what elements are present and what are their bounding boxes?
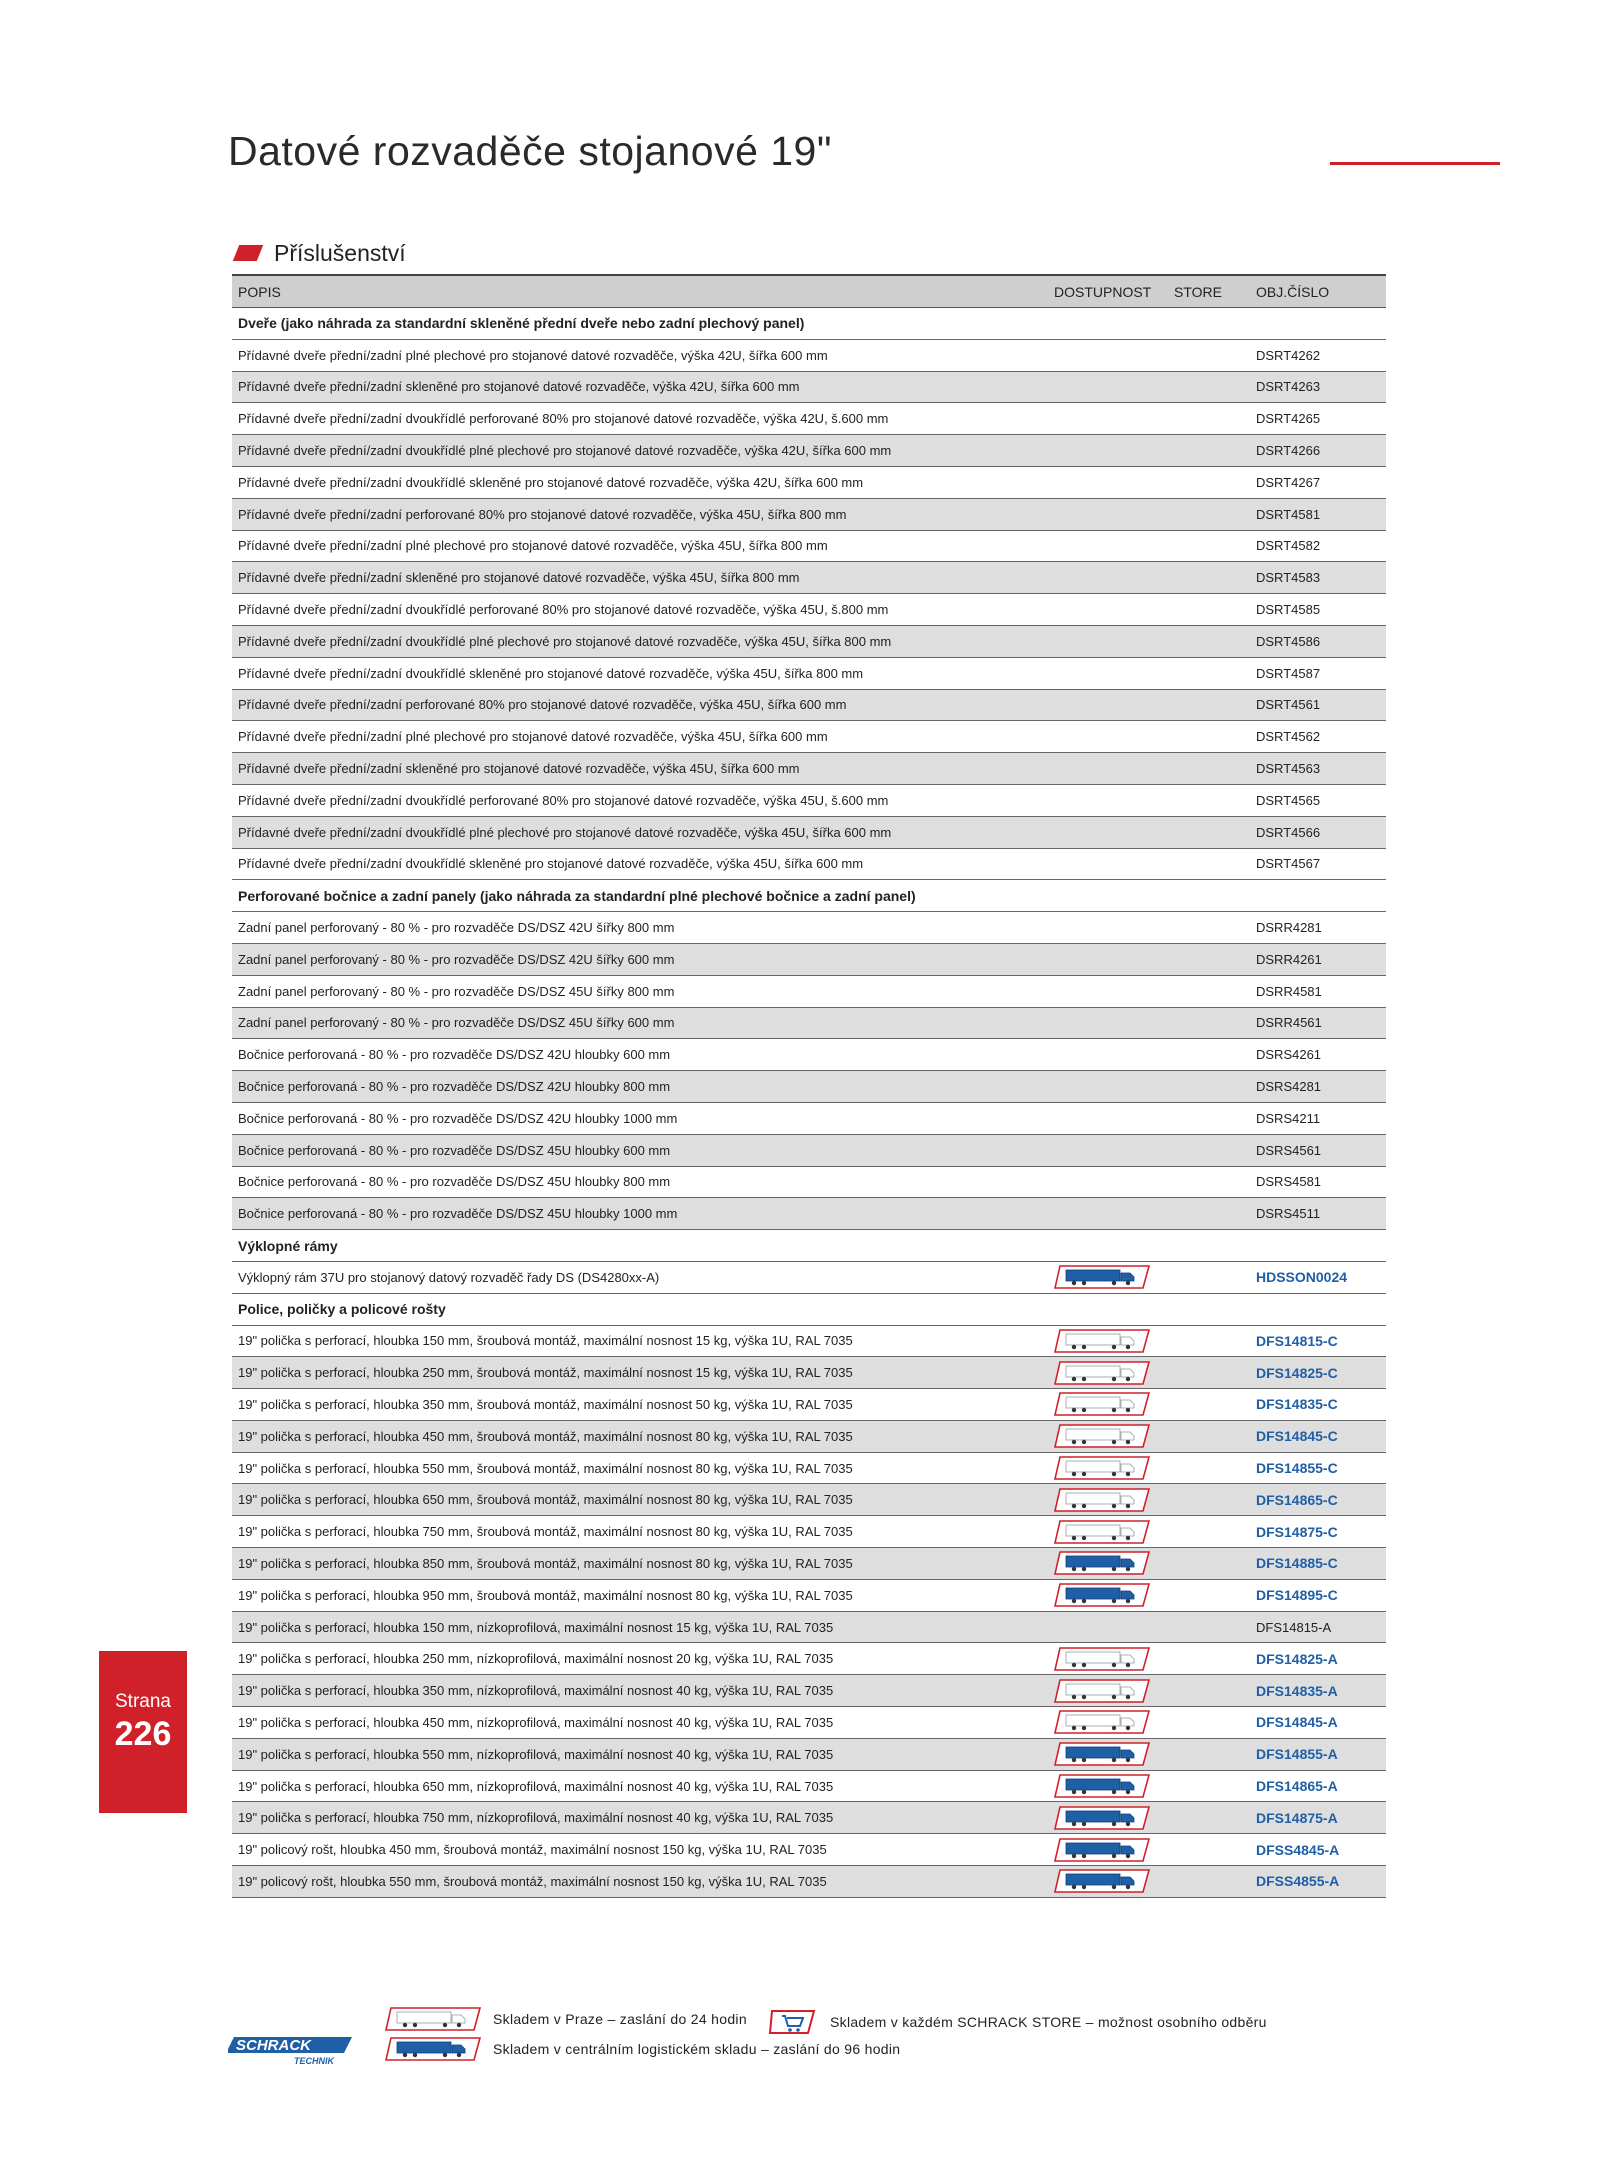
row-order-number	[1252, 1396, 1386, 1412]
row-order-number	[1252, 443, 1386, 458]
row-description: Přídavné dveře přední/zadní skleněné pro stojanové datové rozvaděče, výška 45U, šířka 600 mm	[238, 761, 800, 777]
row-order-number	[1252, 475, 1386, 490]
order-number-link[interactable]: DFS14835-A	[1256, 1682, 1338, 1699]
row-order-number	[1252, 761, 1386, 776]
order-number: DSRT4563	[1256, 761, 1321, 777]
row-description: Přídavné dveře přední/zadní perforované 80% pro stojanové datové rozvaděče, výška 45U, šířka 800 mm	[238, 506, 847, 522]
table-row	[232, 1834, 1386, 1866]
order-number: DSRS4281	[1256, 1079, 1322, 1095]
schrack-logo	[228, 2033, 353, 2069]
legend-prague	[385, 2007, 747, 2031]
row-description: Zadní panel perforovaný - 80 % - pro rozvaděče DS/DSZ 42U šířky 800 mm	[238, 920, 675, 936]
table-row	[232, 1707, 1386, 1739]
row-description: Přídavné dveře přední/zadní dvoukřídlé skleněné pro stojanové datové rozvaděče, výška 45U, šířka 800 mm	[238, 665, 864, 681]
row-order-number	[1252, 1524, 1386, 1540]
order-number: DSRT4561	[1256, 697, 1321, 713]
table-row	[232, 467, 1386, 499]
row-description: Přídavné dveře přední/zadní dvoukřídlé skleněné pro stojanové datové rozvaděče, výška 42U, šířka 600 mm	[238, 474, 864, 490]
row-order-number	[1252, 1333, 1386, 1349]
truck-icon	[1054, 1838, 1150, 1862]
order-number-link[interactable]: DFSS4855-A	[1256, 1873, 1340, 1890]
table-row	[232, 1071, 1386, 1103]
row-description: 19" polička s perforací, hloubka 550 mm, nízkoprofilová, maximální nosnost 40 kg, výška 1U, RAL 7035	[238, 1746, 834, 1762]
row-description: Přídavné dveře přední/zadní dvoukřídlé skleněné pro stojanové datové rozvaděče, výška 45U, šířka 600 mm	[238, 856, 864, 872]
row-availability	[1054, 1869, 1174, 1893]
row-description: Přídavné dveře přední/zadní plné plechové pro stojanové datové rozvaděče, výška 42U, šířka 600 mm	[238, 347, 828, 363]
truck-icon	[1054, 1806, 1150, 1830]
truck-icon	[1054, 1361, 1150, 1385]
order-number-link[interactable]: DFS14875-C	[1256, 1523, 1338, 1540]
truck-icon	[1054, 1583, 1150, 1607]
row-order-number	[1252, 1143, 1386, 1158]
row-description: Bočnice perforovaná - 80 % - pro rozvaděče DS/DSZ 42U hloubky 800 mm	[238, 1079, 671, 1095]
row-order-number	[1252, 1714, 1386, 1730]
truck-icon	[1054, 1869, 1150, 1893]
category-title: Výklopné rámy	[238, 1237, 338, 1254]
row-description: Bočnice perforovaná - 80 % - pro rozvaděče DS/DSZ 45U hloubky 600 mm	[238, 1142, 671, 1158]
legend-store-text: Skladem v každém SCHRACK STORE – možnost osobního odběru	[830, 2014, 1267, 2030]
order-number: DSRT4265	[1256, 411, 1321, 427]
table-row	[232, 1008, 1386, 1040]
row-description: Zadní panel perforovaný - 80 % - pro rozvaděče DS/DSZ 42U šířky 600 mm	[238, 951, 675, 967]
row-description: Přídavné dveře přední/zadní skleněné pro stojanové datové rozvaděče, výška 42U, šířka 600 mm	[238, 379, 800, 395]
row-order-number	[1252, 1047, 1386, 1062]
order-number-link[interactable]: DFS14865-A	[1256, 1778, 1338, 1795]
row-order-number	[1252, 379, 1386, 394]
legend-store	[768, 2007, 1267, 2037]
row-order-number	[1252, 507, 1386, 522]
order-number: DSRT4562	[1256, 729, 1321, 745]
order-number: DSRT4583	[1256, 570, 1321, 586]
row-order-number	[1252, 856, 1386, 871]
row-order-number	[1252, 1873, 1386, 1889]
row-availability	[1054, 1679, 1174, 1703]
row-description: 19" polička s perforací, hloubka 350 mm, šroubová montáž, maximální nosnost 50 kg, výška 1U, RAL 7035	[238, 1396, 853, 1412]
row-availability	[1054, 1520, 1174, 1544]
page-number-badge	[99, 1651, 187, 1813]
table-row	[232, 1675, 1386, 1707]
table-row	[232, 626, 1386, 658]
truck-icon	[1054, 1551, 1150, 1575]
order-number-link[interactable]: DFS14855-C	[1256, 1460, 1338, 1477]
logo-sub: TECHNIK	[294, 2056, 334, 2066]
table-row	[232, 1039, 1386, 1071]
order-number-link[interactable]: DFS14885-C	[1256, 1555, 1338, 1572]
row-order-number	[1252, 1460, 1386, 1476]
row-availability	[1054, 1392, 1174, 1416]
row-description: 19" polička s perforací, hloubka 550 mm, šroubová montáž, maximální nosnost 80 kg, výška 1U, RAL 7035	[238, 1460, 853, 1476]
order-number: DSRT4586	[1256, 633, 1321, 649]
table-row	[232, 1802, 1386, 1834]
row-description: Bočnice perforovaná - 80 % - pro rozvaděče DS/DSZ 42U hloubky 600 mm	[238, 1047, 671, 1063]
truck-icon	[1054, 1265, 1150, 1289]
order-number-link[interactable]: DFS14845-C	[1256, 1428, 1338, 1445]
category-title: Dveře (jako náhrada za standardní skleněné přední dveře nebo zadní plechový panel)	[238, 315, 805, 332]
table-row	[232, 817, 1386, 849]
order-number: DSRR4581	[1256, 983, 1322, 999]
table-row	[232, 785, 1386, 817]
table-row	[232, 1580, 1386, 1612]
row-description: 19" polička s perforací, hloubka 250 mm, šroubová montáž, maximální nosnost 15 kg, výška 1U, RAL 7035	[238, 1365, 853, 1381]
row-order-number	[1252, 1587, 1386, 1603]
row-description: 19" polička s perforací, hloubka 150 mm, nízkoprofilová, maximální nosnost 15 kg, výška 1U, RAL 7035	[238, 1619, 834, 1635]
order-number: DSRT4587	[1256, 665, 1321, 681]
row-availability	[1054, 1774, 1174, 1798]
order-number-link[interactable]: DFS14835-C	[1256, 1396, 1338, 1413]
table-row	[232, 1771, 1386, 1803]
row-order-number	[1252, 793, 1386, 808]
table-row	[232, 690, 1386, 722]
row-order-number	[1252, 1428, 1386, 1444]
truck-icon	[385, 2007, 493, 2031]
product-table	[232, 274, 1386, 1898]
table-row	[232, 1135, 1386, 1167]
legend	[0, 1995, 1600, 2085]
row-availability	[1054, 1551, 1174, 1575]
row-order-number	[1252, 697, 1386, 712]
order-number: DSRR4281	[1256, 920, 1322, 936]
row-order-number	[1252, 1810, 1386, 1826]
row-description: Přídavné dveře přední/zadní plné plechové pro stojanové datové rozvaděče, výška 45U, šířka 800 mm	[238, 538, 828, 554]
category-title: Perforované bočnice a zadní panely (jako náhrada za standardní plné plechové bočnice a zadní panel)	[238, 887, 916, 904]
table-row	[232, 1484, 1386, 1516]
table-row	[232, 1739, 1386, 1771]
row-order-number	[1252, 1778, 1386, 1794]
truck-icon	[385, 2037, 493, 2061]
table-row	[232, 1643, 1386, 1675]
row-description: Přídavné dveře přední/zadní skleněné pro stojanové datové rozvaděče, výška 45U, šířka 800 mm	[238, 570, 800, 586]
table-row	[232, 1548, 1386, 1580]
row-order-number	[1252, 1651, 1386, 1667]
title-rule	[1330, 162, 1500, 165]
row-description: 19" policový rošt, hloubka 550 mm, šroubová montáž, maximální nosnost 150 kg, výška 1U, RAL 7035	[238, 1873, 827, 1889]
row-availability	[1054, 1424, 1174, 1448]
row-description: Přídavné dveře přední/zadní plné plechové pro stojanové datové rozvaděče, výška 45U, šířka 600 mm	[238, 729, 828, 745]
table-row	[232, 1262, 1386, 1294]
table-row	[232, 340, 1386, 372]
row-description: Zadní panel perforovaný - 80 % - pro rozvaděče DS/DSZ 45U šířky 800 mm	[238, 983, 675, 999]
section-label: Příslušenství	[274, 239, 406, 266]
row-availability	[1054, 1265, 1174, 1289]
row-description: 19" polička s perforací, hloubka 650 mm, nízkoprofilová, maximální nosnost 40 kg, výška 1U, RAL 7035	[238, 1778, 834, 1794]
row-order-number	[1252, 1365, 1386, 1381]
row-order-number	[1252, 1746, 1386, 1762]
order-number: DSRT4266	[1256, 443, 1321, 459]
category-title: Police, poličky a policové rošty	[238, 1301, 446, 1318]
truck-icon	[1054, 1329, 1150, 1353]
truck-icon	[1054, 1520, 1150, 1544]
row-availability	[1054, 1742, 1174, 1766]
row-order-number	[1252, 1015, 1386, 1030]
row-description: Výklopný rám 37U pro stojanový datový rozvaděč řady DS (DS4280xx-A)	[238, 1269, 660, 1285]
truck-icon	[1054, 1488, 1150, 1512]
table-row	[232, 403, 1386, 435]
row-availability	[1054, 1806, 1174, 1830]
order-number-link[interactable]: DFS14825-C	[1256, 1364, 1338, 1381]
row-order-number	[1252, 1683, 1386, 1699]
header-code: OBJ.ČÍSLO	[1256, 283, 1330, 300]
order-number-link[interactable]: HDSSON0024	[1256, 1269, 1348, 1286]
category-row	[232, 1294, 1386, 1326]
category-row	[232, 308, 1386, 340]
row-order-number	[1252, 1842, 1386, 1858]
truck-icon	[1054, 1710, 1150, 1734]
order-number: DSRT4262	[1256, 347, 1321, 363]
page-number: 226	[114, 1715, 172, 1753]
order-number: DSRS4261	[1256, 1047, 1322, 1063]
legend-central	[385, 2037, 900, 2061]
order-number: DSRS4561	[1256, 1142, 1322, 1158]
order-number-link[interactable]: DFS14895-C	[1256, 1587, 1338, 1604]
row-order-number	[1252, 411, 1386, 426]
row-description: Přídavné dveře přední/zadní perforované 80% pro stojanové datové rozvaděče, výška 45U, šířka 600 mm	[238, 697, 847, 713]
row-description: 19" polička s perforací, hloubka 450 mm, nízkoprofilová, maximální nosnost 40 kg, výška 1U, RAL 7035	[238, 1714, 834, 1730]
order-number-link[interactable]: DFS14865-C	[1256, 1491, 1338, 1508]
table-row	[232, 1516, 1386, 1548]
order-number-link[interactable]: DFSS4845-A	[1256, 1841, 1340, 1858]
row-description: 19" polička s perforací, hloubka 850 mm, šroubová montáž, maximální nosnost 80 kg, výška 1U, RAL 7035	[238, 1555, 853, 1571]
row-order-number	[1252, 920, 1386, 935]
table-row	[232, 594, 1386, 626]
table-row	[232, 1421, 1386, 1453]
row-order-number	[1252, 1620, 1386, 1635]
row-order-number	[1252, 602, 1386, 617]
row-order-number	[1252, 570, 1386, 585]
order-number-link[interactable]: DFS14815-C	[1256, 1332, 1338, 1349]
legend-central-text: Skladem v centrálním logistickém skladu – zaslání do 96 hodin	[493, 2041, 901, 2057]
table-row	[232, 753, 1386, 785]
truck-icon	[1054, 1424, 1150, 1448]
table-row	[232, 1167, 1386, 1199]
row-description: Zadní panel perforovaný - 80 % - pro rozvaděče DS/DSZ 45U šířky 600 mm	[238, 1015, 675, 1031]
order-number: DSRT4582	[1256, 538, 1321, 554]
row-order-number	[1252, 729, 1386, 744]
page-title: Datové rozvaděče stojanové 19"	[228, 128, 832, 174]
table-row	[232, 912, 1386, 944]
row-description: Přídavné dveře přední/zadní dvoukřídlé plné plechové pro stojanové datové rozvaděče, výška 45U, šířka 600 mm	[238, 824, 892, 840]
row-description: 19" polička s perforací, hloubka 750 mm, nízkoprofilová, maximální nosnost 40 kg, výška 1U, RAL 7035	[238, 1810, 834, 1826]
order-number: DSRT4567	[1256, 856, 1321, 872]
row-description: 19" polička s perforací, hloubka 950 mm, šroubová montáž, maximální nosnost 80 kg, výška 1U, RAL 7035	[238, 1587, 853, 1603]
logo-brand: SCHRACK	[236, 2037, 311, 2054]
order-number: DSRS4511	[1256, 1206, 1321, 1222]
table-row	[232, 1389, 1386, 1421]
order-number: DSRT4566	[1256, 824, 1321, 840]
order-number: DSRS4211	[1256, 1110, 1321, 1126]
row-availability	[1054, 1488, 1174, 1512]
truck-icon	[1054, 1774, 1150, 1798]
category-row	[232, 1230, 1386, 1262]
table-row	[232, 1612, 1386, 1644]
legend-prague-text: Skladem v Praze – zaslání do 24 hodin	[493, 2011, 747, 2027]
header-avail: DOSTUPNOST	[1054, 283, 1152, 300]
row-description: 19" polička s perforací, hloubka 350 mm, nízkoprofilová, maximální nosnost 40 kg, výška 1U, RAL 7035	[238, 1683, 834, 1699]
row-order-number	[1252, 666, 1386, 681]
truck-icon	[1054, 1647, 1150, 1671]
table-row	[232, 531, 1386, 563]
table-row	[232, 1198, 1386, 1230]
row-order-number	[1252, 1555, 1386, 1571]
row-order-number	[1252, 1206, 1386, 1221]
row-description: 19" policový rošt, hloubka 450 mm, šroubová montáž, maximální nosnost 150 kg, výška 1U, RAL 7035	[238, 1842, 827, 1858]
row-order-number	[1252, 538, 1386, 553]
row-description: 19" polička s perforací, hloubka 150 mm, šroubová montáž, maximální nosnost 15 kg, výška 1U, RAL 7035	[238, 1333, 853, 1349]
table-row	[232, 435, 1386, 467]
row-description: Přídavné dveře přední/zadní dvoukřídlé plné plechové pro stojanové datové rozvaděče, výška 42U, šířka 600 mm	[238, 443, 892, 459]
row-availability	[1054, 1329, 1174, 1353]
row-description: Bočnice perforovaná - 80 % - pro rozvaděče DS/DSZ 45U hloubky 1000 mm	[238, 1206, 678, 1222]
row-description: Přídavné dveře přední/zadní dvoukřídlé plné plechové pro stojanové datové rozvaděče, výška 45U, šířka 800 mm	[238, 633, 892, 649]
order-number-link[interactable]: DFS14825-A	[1256, 1650, 1338, 1667]
page-label: Strana	[115, 1691, 171, 1712]
table-row	[232, 1453, 1386, 1485]
row-order-number	[1252, 952, 1386, 967]
order-number: DSRT4263	[1256, 379, 1321, 395]
order-number: DSRT4581	[1256, 506, 1321, 522]
truck-icon	[1054, 1679, 1150, 1703]
truck-icon	[1054, 1742, 1150, 1766]
row-order-number	[1252, 1174, 1386, 1189]
row-description: Bočnice perforovaná - 80 % - pro rozvaděče DS/DSZ 45U hloubky 800 mm	[238, 1174, 671, 1190]
row-availability	[1054, 1838, 1174, 1862]
order-number: DSRR4561	[1256, 1015, 1322, 1031]
category-row	[232, 880, 1386, 912]
row-order-number	[1252, 348, 1386, 363]
table-row	[232, 721, 1386, 753]
row-order-number	[1252, 1111, 1386, 1126]
table-row	[232, 499, 1386, 531]
row-availability	[1054, 1456, 1174, 1480]
header-store: STORE	[1174, 283, 1222, 300]
row-description: 19" polička s perforací, hloubka 750 mm, šroubová montáž, maximální nosnost 80 kg, výška 1U, RAL 7035	[238, 1524, 853, 1540]
truck-icon	[1054, 1392, 1150, 1416]
row-description: Bočnice perforovaná - 80 % - pro rozvaděče DS/DSZ 42U hloubky 1000 mm	[238, 1110, 678, 1126]
section-heading	[236, 238, 406, 268]
row-availability	[1054, 1583, 1174, 1607]
table-row	[232, 658, 1386, 690]
row-description: Přídavné dveře přední/zadní dvoukřídlé perforované 80% pro stojanové datové rozvaděče, výška 42U, š.600 mm	[238, 411, 889, 427]
row-order-number	[1252, 1269, 1386, 1285]
row-order-number	[1252, 1079, 1386, 1094]
order-number: DSRT4565	[1256, 792, 1321, 808]
section-marker-icon	[233, 245, 263, 261]
order-number: DSRS4581	[1256, 1174, 1322, 1190]
order-number-link[interactable]: DFS14845-A	[1256, 1714, 1338, 1731]
order-number: DFS14815-A	[1256, 1619, 1332, 1635]
header-desc: POPIS	[238, 283, 281, 300]
table-row	[232, 1866, 1386, 1898]
table-body	[232, 308, 1386, 1898]
order-number-link[interactable]: DFS14855-A	[1256, 1746, 1338, 1763]
table-row	[232, 976, 1386, 1008]
row-description: Přídavné dveře přední/zadní dvoukřídlé perforované 80% pro stojanové datové rozvaděče, výška 45U, š.800 mm	[238, 602, 889, 618]
shopping-cart-icon	[768, 2007, 818, 2037]
row-order-number	[1252, 634, 1386, 649]
table-row	[232, 1357, 1386, 1389]
truck-icon	[1054, 1456, 1150, 1480]
order-number: DSRT4585	[1256, 602, 1321, 618]
table-row	[232, 1103, 1386, 1135]
table-row	[232, 562, 1386, 594]
row-description: 19" polička s perforací, hloubka 250 mm, nízkoprofilová, maximální nosnost 20 kg, výška 1U, RAL 7035	[238, 1651, 834, 1667]
row-description: 19" polička s perforací, hloubka 650 mm, šroubová montáž, maximální nosnost 80 kg, výška 1U, RAL 7035	[238, 1492, 853, 1508]
order-number: DSRT4267	[1256, 474, 1321, 490]
table-row	[232, 849, 1386, 881]
table-row	[232, 1326, 1386, 1358]
row-availability	[1054, 1710, 1174, 1734]
order-number: DSRR4261	[1256, 951, 1322, 967]
row-availability	[1054, 1647, 1174, 1671]
row-description: Přídavné dveře přední/zadní dvoukřídlé perforované 80% pro stojanové datové rozvaděče, výška 45U, š.600 mm	[238, 792, 889, 808]
row-order-number	[1252, 984, 1386, 999]
row-availability	[1054, 1361, 1174, 1385]
row-order-number	[1252, 825, 1386, 840]
table-header	[232, 274, 1386, 308]
row-description: 19" polička s perforací, hloubka 450 mm, šroubová montáž, maximální nosnost 80 kg, výška 1U, RAL 7035	[238, 1428, 853, 1444]
order-number-link[interactable]: DFS14875-A	[1256, 1809, 1338, 1826]
table-row	[232, 944, 1386, 976]
table-row	[232, 372, 1386, 404]
row-order-number	[1252, 1492, 1386, 1508]
